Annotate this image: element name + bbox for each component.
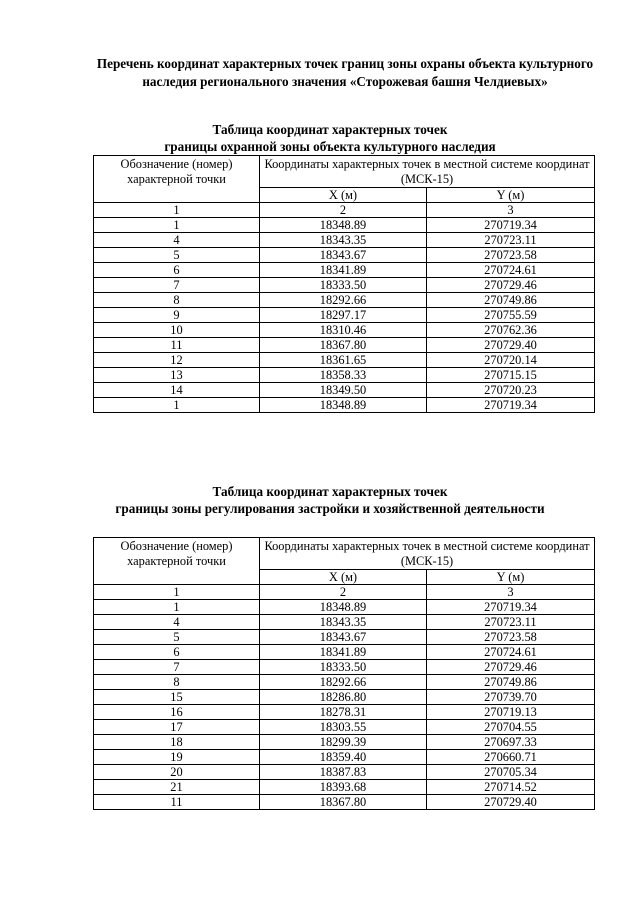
x-coordinate-cell: 18348.89 <box>260 218 427 233</box>
table-row <box>94 263 595 278</box>
y-coordinate-cell: 270705.34 <box>427 765 595 780</box>
point-number-cell: 1 <box>94 600 260 615</box>
y-coordinate-cell: 270755.59 <box>427 308 595 323</box>
point-number-cell: 8 <box>94 293 260 308</box>
header-x: X (м) <box>260 188 427 203</box>
y-coordinate-cell: 270720.14 <box>427 353 595 368</box>
point-number-cell: 13 <box>94 368 260 383</box>
x-coordinate-cell: 18286.80 <box>260 690 427 705</box>
header-coordinates-group: Координаты характерных точек в местной системе координат (МСК-15) <box>260 156 595 188</box>
index-cell-3: 3 <box>427 585 595 600</box>
x-coordinate-cell: 18361.65 <box>260 353 427 368</box>
table-1-title <box>60 121 600 155</box>
table-row <box>94 293 595 308</box>
table-row <box>94 615 595 630</box>
y-coordinate-cell: 270729.46 <box>427 660 595 675</box>
point-number-cell: 7 <box>94 660 260 675</box>
index-cell-2: 2 <box>260 585 427 600</box>
x-coordinate-cell: 18367.80 <box>260 795 427 810</box>
table-row <box>94 705 595 720</box>
y-coordinate-cell: 270660.71 <box>427 750 595 765</box>
y-coordinate-cell: 270729.46 <box>427 278 595 293</box>
y-coordinate-cell: 270704.55 <box>427 720 595 735</box>
point-number-cell: 19 <box>94 750 260 765</box>
y-coordinate-cell: 270720.23 <box>427 383 595 398</box>
point-number-cell: 7 <box>94 278 260 293</box>
table-row <box>94 645 595 660</box>
table-row <box>94 323 595 338</box>
point-number-cell: 17 <box>94 720 260 735</box>
table-row <box>94 248 595 263</box>
x-coordinate-cell: 18303.55 <box>260 720 427 735</box>
table-row <box>94 735 595 750</box>
y-coordinate-cell: 270715.15 <box>427 368 595 383</box>
point-number-cell: 9 <box>94 308 260 323</box>
table-row <box>94 368 595 383</box>
table-row <box>94 720 595 735</box>
y-coordinate-cell: 270723.58 <box>427 248 595 263</box>
x-coordinate-cell: 18348.89 <box>260 398 427 413</box>
table-row <box>94 338 595 353</box>
point-number-cell: 14 <box>94 383 260 398</box>
y-coordinate-cell: 270739.70 <box>427 690 595 705</box>
table-body <box>94 218 595 413</box>
header-point-number: Обозначение (номер) характерной точки <box>94 538 260 585</box>
table-row <box>94 630 595 645</box>
y-coordinate-cell: 270729.40 <box>427 338 595 353</box>
point-number-cell: 11 <box>94 795 260 810</box>
point-number-cell: 20 <box>94 765 260 780</box>
point-number-cell: 11 <box>94 338 260 353</box>
header-y: Y (м) <box>427 570 595 585</box>
x-coordinate-cell: 18343.67 <box>260 248 427 263</box>
table-row <box>94 383 595 398</box>
y-coordinate-cell: 270749.86 <box>427 675 595 690</box>
y-coordinate-cell: 270719.34 <box>427 398 595 413</box>
table-row <box>94 308 595 323</box>
y-coordinate-cell: 270762.36 <box>427 323 595 338</box>
table-2-title <box>60 483 600 517</box>
table-2-title-line-2: границы зоны регулирования застройки и хозяйственной деятельности <box>115 501 545 516</box>
x-coordinate-cell: 18278.31 <box>260 705 427 720</box>
x-coordinate-cell: 18387.83 <box>260 765 427 780</box>
x-coordinate-cell: 18341.89 <box>260 263 427 278</box>
table-1-title-line-1: Таблица координат характерных точек <box>212 122 448 137</box>
x-coordinate-cell: 18358.33 <box>260 368 427 383</box>
coordinates-table-protection-zone <box>93 155 595 413</box>
header-coordinates-group: Координаты характерных точек в местной системе координат (МСК-15) <box>260 538 595 570</box>
point-number-cell: 8 <box>94 675 260 690</box>
x-coordinate-cell: 18349.50 <box>260 383 427 398</box>
header-y: Y (м) <box>427 188 595 203</box>
y-coordinate-cell: 270723.58 <box>427 630 595 645</box>
point-number-cell: 21 <box>94 780 260 795</box>
table-row <box>94 660 595 675</box>
table-2-title-line-1: Таблица координат характерных точек <box>212 484 448 499</box>
point-number-cell: 4 <box>94 233 260 248</box>
y-coordinate-cell: 270749.86 <box>427 293 595 308</box>
x-coordinate-cell: 18348.89 <box>260 600 427 615</box>
table-row <box>94 675 595 690</box>
table-row <box>94 278 595 293</box>
table-row <box>94 398 595 413</box>
point-number-cell: 1 <box>94 398 260 413</box>
y-coordinate-cell: 270719.13 <box>427 705 595 720</box>
y-coordinate-cell: 270724.61 <box>427 263 595 278</box>
table-row <box>94 795 595 810</box>
point-number-cell: 16 <box>94 705 260 720</box>
table-row <box>94 750 595 765</box>
y-coordinate-cell: 270719.34 <box>427 218 595 233</box>
point-number-cell: 4 <box>94 615 260 630</box>
x-coordinate-cell: 18343.35 <box>260 615 427 630</box>
header-x: X (м) <box>260 570 427 585</box>
y-coordinate-cell: 270724.61 <box>427 645 595 660</box>
table-row <box>94 600 595 615</box>
x-coordinate-cell: 18299.39 <box>260 735 427 750</box>
y-coordinate-cell: 270714.52 <box>427 780 595 795</box>
x-coordinate-cell: 18359.40 <box>260 750 427 765</box>
x-coordinate-cell: 18393.68 <box>260 780 427 795</box>
y-coordinate-cell: 270723.11 <box>427 615 595 630</box>
table-1-title-line-2: границы охранной зоны объекта культурного наследия <box>164 139 496 154</box>
table-row <box>94 353 595 368</box>
point-number-cell: 15 <box>94 690 260 705</box>
x-coordinate-cell: 18333.50 <box>260 278 427 293</box>
point-number-cell: 6 <box>94 263 260 278</box>
x-coordinate-cell: 18343.35 <box>260 233 427 248</box>
table-row <box>94 218 595 233</box>
x-coordinate-cell: 18367.80 <box>260 338 427 353</box>
x-coordinate-cell: 18343.67 <box>260 630 427 645</box>
point-number-cell: 5 <box>94 630 260 645</box>
table-row <box>94 690 595 705</box>
point-number-cell: 5 <box>94 248 260 263</box>
coordinates-table-regulation-zone <box>93 537 595 810</box>
index-cell-3: 3 <box>427 203 595 218</box>
x-coordinate-cell: 18297.17 <box>260 308 427 323</box>
point-number-cell: 6 <box>94 645 260 660</box>
x-coordinate-cell: 18310.46 <box>260 323 427 338</box>
table-body <box>94 600 595 810</box>
table-row <box>94 765 595 780</box>
table-row <box>94 233 595 248</box>
x-coordinate-cell: 18292.66 <box>260 675 427 690</box>
point-number-cell: 18 <box>94 735 260 750</box>
x-coordinate-cell: 18341.89 <box>260 645 427 660</box>
document-title: Перечень координат характерных точек границ зоны охраны объекта культурного наследия регионального значения «Сторожевая башня Челдиевых» <box>96 56 594 89</box>
y-coordinate-cell: 270729.40 <box>427 795 595 810</box>
index-cell-1: 1 <box>94 585 260 600</box>
y-coordinate-cell: 270719.34 <box>427 600 595 615</box>
y-coordinate-cell: 270697.33 <box>427 735 595 750</box>
point-number-cell: 1 <box>94 218 260 233</box>
x-coordinate-cell: 18333.50 <box>260 660 427 675</box>
y-coordinate-cell: 270723.11 <box>427 233 595 248</box>
index-cell-2: 2 <box>260 203 427 218</box>
point-number-cell: 12 <box>94 353 260 368</box>
x-coordinate-cell: 18292.66 <box>260 293 427 308</box>
index-cell-1: 1 <box>94 203 260 218</box>
header-point-number: Обозначение (номер) характерной точки <box>94 156 260 203</box>
table-row <box>94 780 595 795</box>
point-number-cell: 10 <box>94 323 260 338</box>
